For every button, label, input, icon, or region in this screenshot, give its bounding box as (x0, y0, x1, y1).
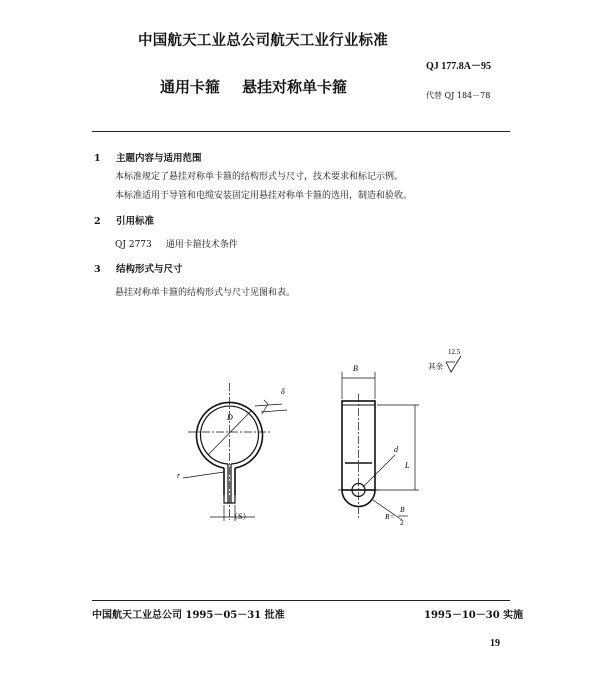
roughness-value: 12.5 (448, 348, 461, 356)
referenced-standard-title: 通用卡箍技术条件 (165, 240, 238, 250)
dim-d-label: d (394, 445, 398, 454)
title-general-clamp: 通用卡箍 (160, 78, 221, 96)
section-1-paragraph-1: 本标准规定了悬挂对称单卡箍的结构形式与尺寸，技术要求和标记示例。 (115, 172, 404, 182)
section-2-title: 引用标准 (116, 216, 155, 227)
dim-R-denominator: 2 (400, 518, 404, 527)
effective-date: 1995－10－30 实施 (424, 610, 524, 621)
standard-number: QJ 177.8A－95 (426, 61, 491, 72)
dim-r-label: r (177, 471, 181, 480)
replaces-standard: 代替 QJ 184－78 (426, 91, 491, 100)
section-1-paragraph-2: 本标准适用于导管和电缆安装固定用悬挂对称单卡箍的选用，制造和验收。 (115, 191, 413, 201)
dim-B-label: B (353, 364, 358, 373)
dim-R-prefix: R= (385, 512, 395, 521)
section-1-title: 主题内容与适用范围 (116, 153, 202, 164)
roughness-label: 其余 (428, 362, 443, 371)
section-3-title: 结构形式与尺寸 (116, 264, 183, 275)
section-3-number: 3 (94, 264, 101, 275)
referenced-standard-code: QJ 2773 (115, 240, 152, 250)
dim-S-label: （S） (230, 512, 251, 521)
dim-delta-label: δ (281, 387, 285, 396)
footer-divider (92, 600, 510, 601)
dim-R-numerator: B (400, 505, 405, 514)
side-view-dimensions (338, 372, 419, 520)
section-3-paragraph-1: 悬挂对称单卡箍的结构形式与尺寸见图和表。 (115, 288, 296, 298)
dim-L-label: L (405, 461, 410, 470)
section-1-number: 1 (94, 153, 101, 164)
page-number: 19 (490, 638, 500, 649)
section-2-number: 2 (94, 216, 101, 227)
approval-info: 中国航天工业总公司 1995－05－31 批准 (92, 610, 285, 621)
roughness-symbol-icon (446, 356, 461, 372)
dim-D-label: D (227, 413, 233, 422)
title-suspended-single-clamp: 悬挂对称单卡箍 (242, 78, 348, 96)
issuing-organization-title: 中国航天工业总公司航天工业行业标准 (138, 32, 388, 49)
